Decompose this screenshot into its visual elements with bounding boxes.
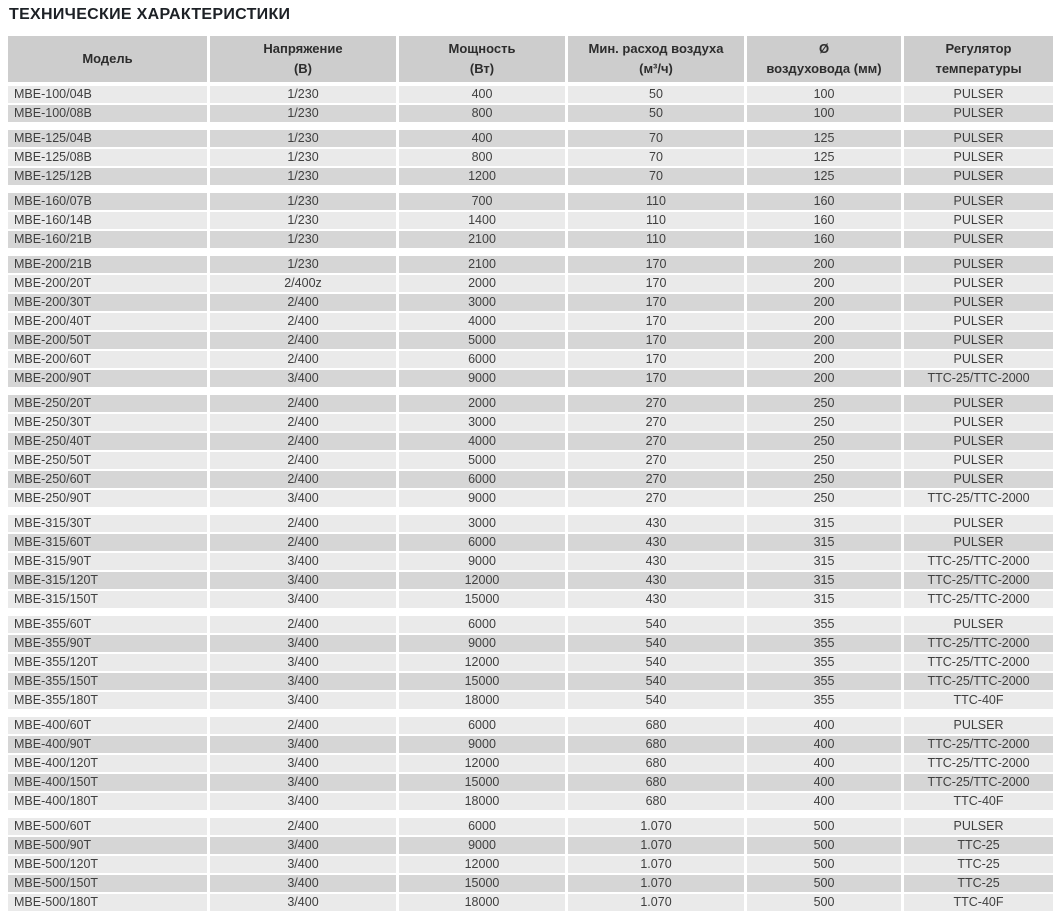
airflow-cell: 170 <box>568 275 744 292</box>
regulator-cell: TTC-25/TTC-2000 <box>904 553 1053 570</box>
power-cell: 400 <box>399 130 565 147</box>
spec-table <box>8 36 1053 911</box>
diameter-cell: 500 <box>747 894 901 911</box>
regulator-cell: TTC-25/TTC-2000 <box>904 635 1053 652</box>
voltage-cell: 2/400 <box>210 515 396 532</box>
regulator-cell: TTC-25/TTC-2000 <box>904 572 1053 589</box>
regulator-cell: PULSER <box>904 256 1053 273</box>
diameter-cell: 200 <box>747 275 901 292</box>
airflow-cell: 540 <box>568 692 744 709</box>
airflow-cell: 1.070 <box>568 856 744 873</box>
column-header-label: Напряжение <box>263 40 343 56</box>
column-header-label: воздуховода (мм) <box>766 61 882 76</box>
voltage-cell: 1/230 <box>210 105 396 122</box>
regulator-cell: PULSER <box>904 313 1053 330</box>
model-cell: MBE-160/07B <box>8 193 207 210</box>
voltage-cell: 2/400 <box>210 616 396 633</box>
model-cell: MBE-355/120T <box>8 654 207 671</box>
voltage-cell: 1/230 <box>210 256 396 273</box>
diameter-cell: 200 <box>747 294 901 311</box>
airflow-cell: 680 <box>568 793 744 810</box>
voltage-cell: 3/400 <box>210 875 396 892</box>
power-cell: 12000 <box>399 755 565 772</box>
diameter-cell: 355 <box>747 616 901 633</box>
model-cell: MBE-125/08B <box>8 149 207 166</box>
voltage-cell: 3/400 <box>210 837 396 854</box>
model-cell: MBE-250/50T <box>8 452 207 469</box>
model-cell: MBE-100/04B <box>8 86 207 103</box>
diameter-cell: 160 <box>747 193 901 210</box>
airflow-cell: 110 <box>568 231 744 248</box>
voltage-cell: 3/400 <box>210 654 396 671</box>
airflow-cell: 540 <box>568 654 744 671</box>
model-cell: MBE-100/08B <box>8 105 207 122</box>
voltage-cell: 2/400 <box>210 332 396 349</box>
diameter-cell: 250 <box>747 395 901 412</box>
diameter-cell: 500 <box>747 837 901 854</box>
model-cell: MBE-355/150T <box>8 673 207 690</box>
voltage-cell: 3/400 <box>210 490 396 507</box>
regulator-cell: PULSER <box>904 149 1053 166</box>
diameter-cell: 250 <box>747 452 901 469</box>
model-cell: MBE-500/180T <box>8 894 207 911</box>
power-cell: 2100 <box>399 231 565 248</box>
diameter-cell: 315 <box>747 572 901 589</box>
model-cell: MBE-315/90T <box>8 553 207 570</box>
regulator-cell: TTC-25/TTC-2000 <box>904 774 1053 791</box>
regulator-cell: PULSER <box>904 471 1053 488</box>
airflow-cell: 270 <box>568 414 744 431</box>
diameter-cell: 315 <box>747 591 901 608</box>
model-cell: MBE-400/120T <box>8 755 207 772</box>
regulator-cell: PULSER <box>904 294 1053 311</box>
regulator-cell: PULSER <box>904 86 1053 103</box>
airflow-cell: 170 <box>568 370 744 387</box>
voltage-cell: 1/230 <box>210 168 396 185</box>
voltage-cell: 2/400 <box>210 471 396 488</box>
regulator-cell: PULSER <box>904 452 1053 469</box>
diameter-cell: 355 <box>747 673 901 690</box>
power-cell: 6000 <box>399 818 565 835</box>
diameter-cell: 315 <box>747 515 901 532</box>
airflow-cell: 430 <box>568 534 744 551</box>
diameter-cell: 355 <box>747 654 901 671</box>
model-group <box>8 395 1053 507</box>
power-cell: 3000 <box>399 515 565 532</box>
column-header-power <box>399 36 565 82</box>
diameter-cell: 250 <box>747 414 901 431</box>
diameter-cell: 355 <box>747 635 901 652</box>
regulator-cell: PULSER <box>904 130 1053 147</box>
power-cell: 1400 <box>399 212 565 229</box>
voltage-cell: 3/400 <box>210 856 396 873</box>
power-cell: 15000 <box>399 591 565 608</box>
airflow-cell: 110 <box>568 193 744 210</box>
model-group <box>8 616 1053 709</box>
regulator-cell: PULSER <box>904 717 1053 734</box>
voltage-cell: 2/400 <box>210 433 396 450</box>
diameter-cell: 500 <box>747 818 901 835</box>
column-header-unit: (В) <box>293 61 313 76</box>
airflow-cell: 270 <box>568 471 744 488</box>
regulator-cell: PULSER <box>904 414 1053 431</box>
diameter-cell: 125 <box>747 130 901 147</box>
power-cell: 800 <box>399 105 565 122</box>
airflow-cell: 430 <box>568 553 744 570</box>
diameter-cell: 400 <box>747 755 901 772</box>
model-cell: MBE-250/20T <box>8 395 207 412</box>
power-cell: 3000 <box>399 414 565 431</box>
column-header-model <box>8 36 207 82</box>
regulator-cell: PULSER <box>904 193 1053 210</box>
model-cell: MBE-200/21B <box>8 256 207 273</box>
model-cell: MBE-250/40T <box>8 433 207 450</box>
voltage-cell: 3/400 <box>210 894 396 911</box>
model-cell: MBE-400/90T <box>8 736 207 753</box>
model-cell: MBE-250/60T <box>8 471 207 488</box>
diameter-cell: 250 <box>747 490 901 507</box>
model-group <box>8 818 1053 911</box>
power-cell: 5000 <box>399 332 565 349</box>
voltage-cell: 3/400 <box>210 673 396 690</box>
voltage-cell: 2/400 <box>210 818 396 835</box>
regulator-cell: PULSER <box>904 395 1053 412</box>
airflow-cell: 170 <box>568 332 744 349</box>
regulator-cell: TTC-25/TTC-2000 <box>904 591 1053 608</box>
model-group <box>8 193 1053 248</box>
power-cell: 18000 <box>399 793 565 810</box>
column-header-voltage <box>210 36 396 82</box>
diameter-cell: 250 <box>747 433 901 450</box>
power-cell: 6000 <box>399 534 565 551</box>
regulator-cell: PULSER <box>904 275 1053 292</box>
airflow-cell: 170 <box>568 256 744 273</box>
voltage-cell: 2/400 <box>210 452 396 469</box>
airflow-cell: 270 <box>568 490 744 507</box>
voltage-cell: 3/400 <box>210 370 396 387</box>
voltage-cell: 3/400 <box>210 635 396 652</box>
airflow-cell: 680 <box>568 717 744 734</box>
regulator-cell: PULSER <box>904 351 1053 368</box>
airflow-cell: 170 <box>568 313 744 330</box>
column-header-airflow <box>568 36 744 82</box>
regulator-cell: PULSER <box>904 433 1053 450</box>
column-header-label: Модель <box>82 50 133 66</box>
model-cell: MBE-200/20T <box>8 275 207 292</box>
diameter-cell: 400 <box>747 774 901 791</box>
voltage-cell: 2/400 <box>210 414 396 431</box>
airflow-cell: 680 <box>568 736 744 753</box>
power-cell: 6000 <box>399 616 565 633</box>
diameter-cell: 400 <box>747 793 901 810</box>
regulator-cell: TTC-25/TTC-2000 <box>904 673 1053 690</box>
regulator-cell: TTC-25 <box>904 875 1053 892</box>
airflow-cell: 430 <box>568 572 744 589</box>
diameter-cell: 200 <box>747 370 901 387</box>
model-group <box>8 256 1053 387</box>
airflow-cell: 50 <box>568 105 744 122</box>
airflow-cell: 70 <box>568 168 744 185</box>
regulator-cell: TTC-25/TTC-2000 <box>904 370 1053 387</box>
model-cell: MBE-315/30T <box>8 515 207 532</box>
model-cell: MBE-315/120T <box>8 572 207 589</box>
regulator-cell: TTC-25/TTC-2000 <box>904 736 1053 753</box>
model-cell: MBE-355/90T <box>8 635 207 652</box>
model-cell: MBE-315/60T <box>8 534 207 551</box>
model-cell: MBE-125/04B <box>8 130 207 147</box>
power-cell: 6000 <box>399 471 565 488</box>
voltage-cell: 2/400z <box>210 275 396 292</box>
diameter-icon: Ø <box>818 40 830 56</box>
model-cell: MBE-200/40T <box>8 313 207 330</box>
model-cell: MBE-400/150T <box>8 774 207 791</box>
model-cell: MBE-400/180T <box>8 793 207 810</box>
diameter-cell: 500 <box>747 875 901 892</box>
model-cell: MBE-200/60T <box>8 351 207 368</box>
diameter-cell: 125 <box>747 149 901 166</box>
model-cell: MBE-500/60T <box>8 818 207 835</box>
power-cell: 2100 <box>399 256 565 273</box>
power-cell: 3000 <box>399 294 565 311</box>
airflow-cell: 70 <box>568 130 744 147</box>
regulator-cell: PULSER <box>904 534 1053 551</box>
model-cell: MBE-250/90T <box>8 490 207 507</box>
airflow-cell: 1.070 <box>568 818 744 835</box>
airflow-cell: 50 <box>568 86 744 103</box>
regulator-cell: PULSER <box>904 105 1053 122</box>
regulator-cell: PULSER <box>904 515 1053 532</box>
airflow-cell: 110 <box>568 212 744 229</box>
airflow-cell: 540 <box>568 635 744 652</box>
power-cell: 9000 <box>399 736 565 753</box>
column-header-label: Регулятор <box>945 40 1012 56</box>
regulator-cell: TTC-25 <box>904 837 1053 854</box>
column-header-unit: (Вт) <box>469 61 495 76</box>
airflow-cell: 1.070 <box>568 894 744 911</box>
power-cell: 400 <box>399 86 565 103</box>
voltage-cell: 3/400 <box>210 591 396 608</box>
power-cell: 9000 <box>399 370 565 387</box>
airflow-cell: 540 <box>568 616 744 633</box>
model-cell: MBE-500/120T <box>8 856 207 873</box>
model-cell: MBE-200/50T <box>8 332 207 349</box>
regulator-cell: TTC-25/TTC-2000 <box>904 755 1053 772</box>
voltage-cell: 2/400 <box>210 313 396 330</box>
power-cell: 2000 <box>399 395 565 412</box>
table-header <box>8 36 1053 82</box>
regulator-cell: TTC-40F <box>904 793 1053 810</box>
power-cell: 4000 <box>399 313 565 330</box>
column-header-diameter <box>747 36 901 82</box>
diameter-cell: 500 <box>747 856 901 873</box>
voltage-cell: 2/400 <box>210 351 396 368</box>
model-cell: MBE-355/180T <box>8 692 207 709</box>
diameter-cell: 160 <box>747 231 901 248</box>
voltage-cell: 2/400 <box>210 717 396 734</box>
model-cell: MBE-315/150T <box>8 591 207 608</box>
power-cell: 9000 <box>399 490 565 507</box>
regulator-cell: TTC-25/TTC-2000 <box>904 490 1053 507</box>
regulator-cell: PULSER <box>904 231 1053 248</box>
model-group <box>8 717 1053 810</box>
model-cell: MBE-125/12B <box>8 168 207 185</box>
column-header-regulator <box>904 36 1053 82</box>
voltage-cell: 1/230 <box>210 212 396 229</box>
power-cell: 15000 <box>399 875 565 892</box>
power-cell: 12000 <box>399 654 565 671</box>
power-cell: 6000 <box>399 717 565 734</box>
model-cell: MBE-160/21B <box>8 231 207 248</box>
power-cell: 2000 <box>399 275 565 292</box>
model-cell: MBE-250/30T <box>8 414 207 431</box>
diameter-cell: 400 <box>747 736 901 753</box>
voltage-cell: 1/230 <box>210 130 396 147</box>
airflow-cell: 170 <box>568 351 744 368</box>
diameter-cell: 100 <box>747 105 901 122</box>
power-cell: 700 <box>399 193 565 210</box>
power-cell: 12000 <box>399 572 565 589</box>
power-cell: 1200 <box>399 168 565 185</box>
power-cell: 4000 <box>399 433 565 450</box>
diameter-cell: 200 <box>747 351 901 368</box>
regulator-cell: PULSER <box>904 818 1053 835</box>
regulator-cell: PULSER <box>904 168 1053 185</box>
power-cell: 18000 <box>399 894 565 911</box>
airflow-cell: 270 <box>568 433 744 450</box>
model-cell: MBE-400/60T <box>8 717 207 734</box>
airflow-cell: 430 <box>568 591 744 608</box>
power-cell: 6000 <box>399 351 565 368</box>
diameter-cell: 315 <box>747 553 901 570</box>
airflow-cell: 430 <box>568 515 744 532</box>
diameter-cell: 200 <box>747 256 901 273</box>
voltage-cell: 2/400 <box>210 294 396 311</box>
airflow-cell: 270 <box>568 395 744 412</box>
airflow-cell: 540 <box>568 673 744 690</box>
diameter-cell: 200 <box>747 313 901 330</box>
table-body <box>8 86 1053 911</box>
voltage-cell: 3/400 <box>210 572 396 589</box>
voltage-cell: 3/400 <box>210 755 396 772</box>
power-cell: 800 <box>399 149 565 166</box>
model-cell: MBE-355/60T <box>8 616 207 633</box>
voltage-cell: 3/400 <box>210 774 396 791</box>
model-cell: MBE-200/30T <box>8 294 207 311</box>
voltage-cell: 3/400 <box>210 692 396 709</box>
regulator-cell: PULSER <box>904 212 1053 229</box>
regulator-cell: TTC-25/TTC-2000 <box>904 654 1053 671</box>
voltage-cell: 3/400 <box>210 553 396 570</box>
voltage-cell: 1/230 <box>210 193 396 210</box>
power-cell: 15000 <box>399 774 565 791</box>
diameter-cell: 355 <box>747 692 901 709</box>
column-header-label: Мощность <box>448 40 516 56</box>
model-cell: MBE-200/90T <box>8 370 207 387</box>
airflow-cell: 680 <box>568 774 744 791</box>
regulator-cell: PULSER <box>904 616 1053 633</box>
page-title: ТЕХНИЧЕСКИЕ ХАРАКТЕРИСТИКИ <box>9 6 291 23</box>
diameter-cell: 100 <box>747 86 901 103</box>
power-cell: 9000 <box>399 635 565 652</box>
voltage-cell: 2/400 <box>210 534 396 551</box>
model-group <box>8 515 1053 608</box>
voltage-cell: 3/400 <box>210 793 396 810</box>
airflow-cell: 70 <box>568 149 744 166</box>
regulator-cell: PULSER <box>904 332 1053 349</box>
regulator-cell: TTC-40F <box>904 692 1053 709</box>
model-group <box>8 86 1053 122</box>
diameter-cell: 315 <box>747 534 901 551</box>
airflow-cell: 680 <box>568 755 744 772</box>
column-header-label: Мин. расход воздуха <box>588 40 724 56</box>
voltage-cell: 2/400 <box>210 395 396 412</box>
power-cell: 12000 <box>399 856 565 873</box>
model-cell: MBE-500/90T <box>8 837 207 854</box>
diameter-cell: 400 <box>747 717 901 734</box>
column-header-unit: (м³/ч) <box>639 61 673 76</box>
power-cell: 18000 <box>399 692 565 709</box>
power-cell: 15000 <box>399 673 565 690</box>
voltage-cell: 1/230 <box>210 149 396 166</box>
model-cell: MBE-500/150T <box>8 875 207 892</box>
power-cell: 5000 <box>399 452 565 469</box>
regulator-cell: TTC-40F <box>904 894 1053 911</box>
diameter-cell: 160 <box>747 212 901 229</box>
diameter-cell: 200 <box>747 332 901 349</box>
airflow-cell: 270 <box>568 452 744 469</box>
power-cell: 9000 <box>399 837 565 854</box>
airflow-cell: 1.070 <box>568 837 744 854</box>
voltage-cell: 1/230 <box>210 231 396 248</box>
regulator-cell: TTC-25 <box>904 856 1053 873</box>
diameter-cell: 250 <box>747 471 901 488</box>
model-cell: MBE-160/14B <box>8 212 207 229</box>
model-group <box>8 130 1053 185</box>
column-header-label: температуры <box>935 61 1022 76</box>
airflow-cell: 170 <box>568 294 744 311</box>
voltage-cell: 3/400 <box>210 736 396 753</box>
airflow-cell: 1.070 <box>568 875 744 892</box>
diameter-cell: 125 <box>747 168 901 185</box>
power-cell: 9000 <box>399 553 565 570</box>
voltage-cell: 1/230 <box>210 86 396 103</box>
